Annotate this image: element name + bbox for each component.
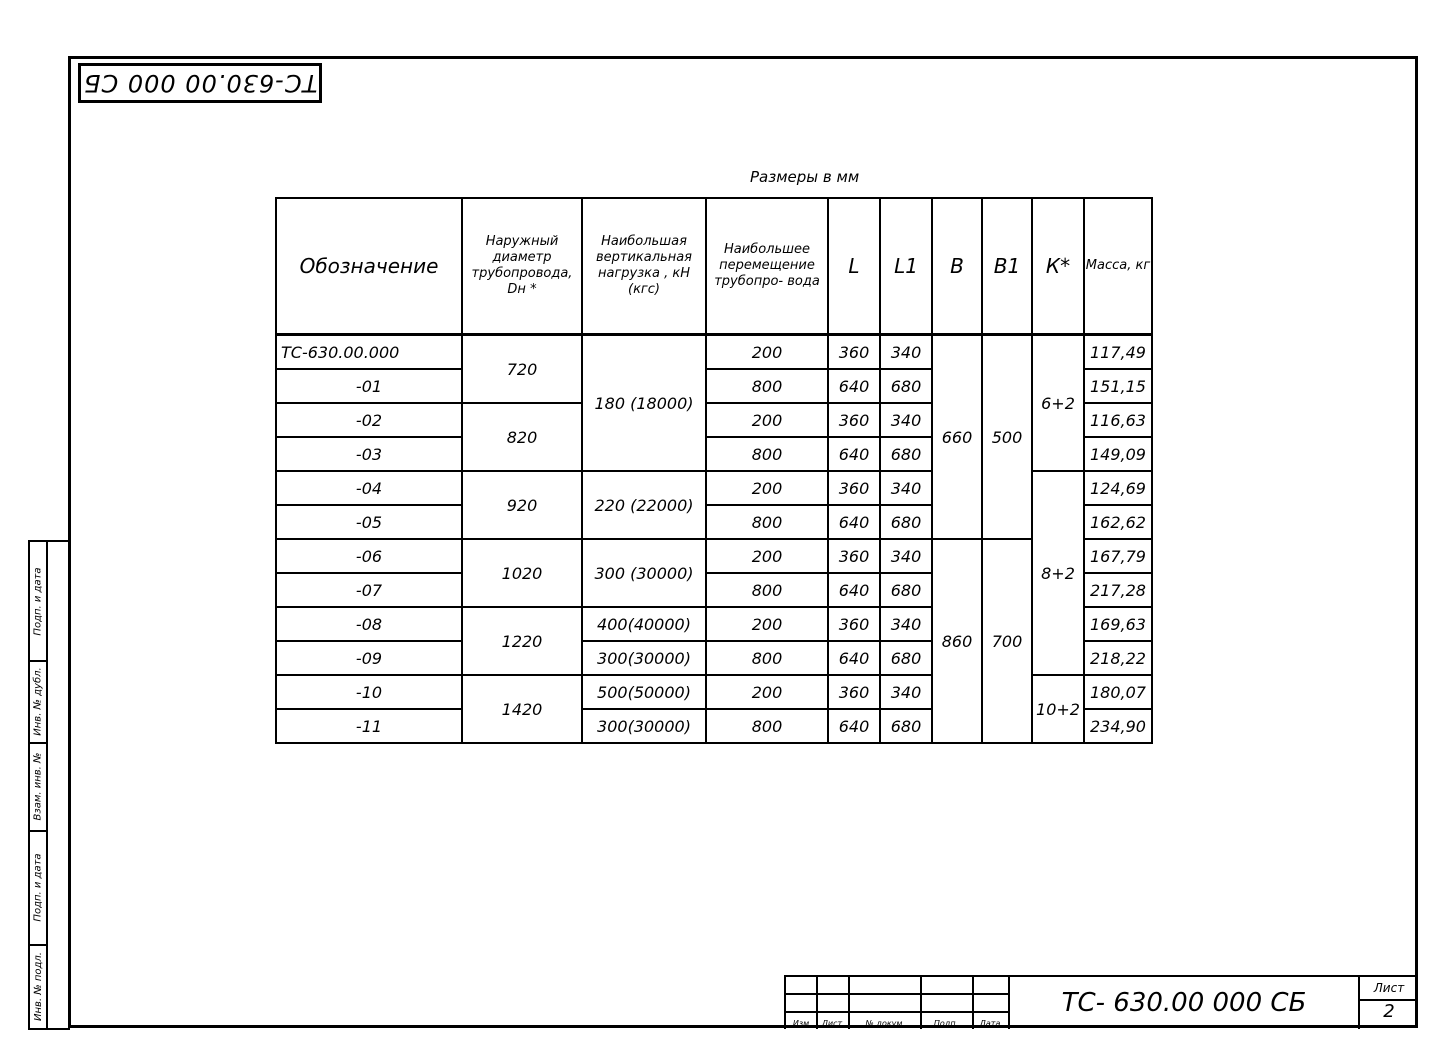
table-row <box>276 539 1152 573</box>
mass-cell: 162,62 <box>1084 505 1152 539</box>
corner-code-stamp <box>78 63 322 103</box>
designation-cell: -06 <box>276 539 462 573</box>
mass-cell: 167,79 <box>1084 539 1152 573</box>
displacement-cell: 800 <box>706 641 828 675</box>
load-cell: 400(40000) <box>582 607 706 641</box>
L1-cell: 680 <box>880 641 932 675</box>
L-cell: 360 <box>828 539 880 573</box>
sheet-box <box>1358 975 1418 1029</box>
side-stamp-cell: Инв. № дубл. <box>30 660 46 744</box>
designation-cell: ТС-630.00.000 <box>276 335 462 370</box>
L1-cell: 680 <box>880 573 932 607</box>
mass-cell: 124,69 <box>1084 471 1152 505</box>
label-doc-number: № докум <box>865 1019 903 1028</box>
displacement-cell: 200 <box>706 335 828 370</box>
header-L: L <box>828 198 880 335</box>
L1-cell: 680 <box>880 437 932 471</box>
side-stamp-cell: Взам. инв. № <box>30 742 46 832</box>
header-displacement: Наибольшее перемещение трубопро- вода <box>706 198 828 335</box>
sheet-label: Лист <box>1360 977 1418 1001</box>
L-cell: 360 <box>828 403 880 437</box>
side-stamp-divider <box>46 542 48 1028</box>
header-row <box>276 198 1152 335</box>
mass-cell: 151,15 <box>1084 369 1152 403</box>
designation-cell: -02 <box>276 403 462 437</box>
mass-cell: 234,90 <box>1084 709 1152 743</box>
label-signature: Подп. <box>933 1019 959 1028</box>
diameter-cell: 820 <box>462 403 582 471</box>
designation-cell: -11 <box>276 709 462 743</box>
K-cell: 6+2 <box>1032 335 1084 472</box>
designation-cell: -05 <box>276 505 462 539</box>
header-B: B <box>932 198 982 335</box>
specification-table <box>275 197 1153 744</box>
L-cell: 640 <box>828 505 880 539</box>
header-B1: B1 <box>982 198 1032 335</box>
label-date: Дата <box>979 1019 1001 1028</box>
load-cell: 300(30000) <box>582 709 706 743</box>
displacement-cell: 800 <box>706 573 828 607</box>
mass-cell: 116,63 <box>1084 403 1152 437</box>
displacement-cell: 200 <box>706 471 828 505</box>
B1-cell: 500 <box>982 335 1032 540</box>
displacement-cell: 200 <box>706 675 828 709</box>
designation-cell: -08 <box>276 607 462 641</box>
designation-cell: -07 <box>276 573 462 607</box>
designation-cell: -03 <box>276 437 462 471</box>
displacement-cell: 800 <box>706 709 828 743</box>
K-cell: 10+2 <box>1032 675 1084 743</box>
header-diameter: Наружный диаметр трубопровода, Dн * <box>462 198 582 335</box>
displacement-cell: 200 <box>706 403 828 437</box>
load-cell: 180 (18000) <box>582 335 706 472</box>
revision-grid <box>784 975 1008 1029</box>
diameter-cell: 1420 <box>462 675 582 743</box>
L-cell: 640 <box>828 709 880 743</box>
mass-cell: 117,49 <box>1084 335 1152 370</box>
L-cell: 360 <box>828 335 880 370</box>
side-stamp-cell: Подп. и дата <box>30 542 46 662</box>
diameter-cell: 720 <box>462 335 582 404</box>
table-row <box>276 335 1152 370</box>
mass-cell: 218,22 <box>1084 641 1152 675</box>
L-cell: 640 <box>828 369 880 403</box>
mass-cell: 149,09 <box>1084 437 1152 471</box>
side-stamp-cell: Инв. № подл. <box>32 951 44 1021</box>
header-L1: L1 <box>880 198 932 335</box>
displacement-cell: 200 <box>706 539 828 573</box>
L1-cell: 340 <box>880 403 932 437</box>
mass-cell: 180,07 <box>1084 675 1152 709</box>
displacement-cell: 200 <box>706 607 828 641</box>
K-cell: 8+2 <box>1032 471 1084 675</box>
L1-cell: 340 <box>880 607 932 641</box>
L1-cell: 340 <box>880 675 932 709</box>
units-note: Размеры в мм <box>750 168 860 186</box>
B-cell: 860 <box>932 539 982 743</box>
designation-cell: -10 <box>276 675 462 709</box>
L1-cell: 680 <box>880 505 932 539</box>
designation-cell: -04 <box>276 471 462 505</box>
displacement-cell: 800 <box>706 437 828 471</box>
designation-cell: -01 <box>276 369 462 403</box>
B1-cell: 700 <box>982 539 1032 743</box>
diameter-cell: 920 <box>462 471 582 539</box>
displacement-cell: 800 <box>706 369 828 403</box>
load-cell: 300 (30000) <box>582 539 706 607</box>
load-cell: 300(30000) <box>582 641 706 675</box>
L-cell: 360 <box>828 607 880 641</box>
label-list: Лист <box>821 1019 843 1028</box>
side-stamp-cell: Подп. и дата <box>30 830 46 946</box>
L1-cell: 680 <box>880 709 932 743</box>
label-izm: Изм <box>792 1019 810 1028</box>
header-K: К* <box>1032 198 1084 335</box>
header-mass: Масса, кг <box>1084 198 1152 335</box>
L-cell: 640 <box>828 573 880 607</box>
mass-cell: 217,28 <box>1084 573 1152 607</box>
document-number: ТС- 630.00 000 СБ <box>1008 975 1358 1029</box>
L1-cell: 340 <box>880 471 932 505</box>
header-load: Наибольшая вертикальная нагрузка , кН (кгс) <box>582 198 706 335</box>
B-cell: 660 <box>932 335 982 540</box>
L1-cell: 340 <box>880 335 932 370</box>
corner-code: ТС-630.00 000 СБ <box>82 69 318 97</box>
sheet-number: 2 <box>1383 1001 1395 1022</box>
title-block <box>784 975 1418 1029</box>
mass-cell: 169,63 <box>1084 607 1152 641</box>
side-stamp <box>28 540 70 1030</box>
diameter-cell: 1220 <box>462 607 582 675</box>
L-cell: 360 <box>828 471 880 505</box>
header-designation: Обозначение <box>276 198 462 335</box>
load-cell: 220 (22000) <box>582 471 706 539</box>
displacement-cell: 800 <box>706 505 828 539</box>
L-cell: 640 <box>828 641 880 675</box>
L1-cell: 340 <box>880 539 932 573</box>
diameter-cell: 1020 <box>462 539 582 607</box>
L1-cell: 680 <box>880 369 932 403</box>
designation-cell: -09 <box>276 641 462 675</box>
L-cell: 360 <box>828 675 880 709</box>
load-cell: 500(50000) <box>582 675 706 709</box>
L-cell: 640 <box>828 437 880 471</box>
